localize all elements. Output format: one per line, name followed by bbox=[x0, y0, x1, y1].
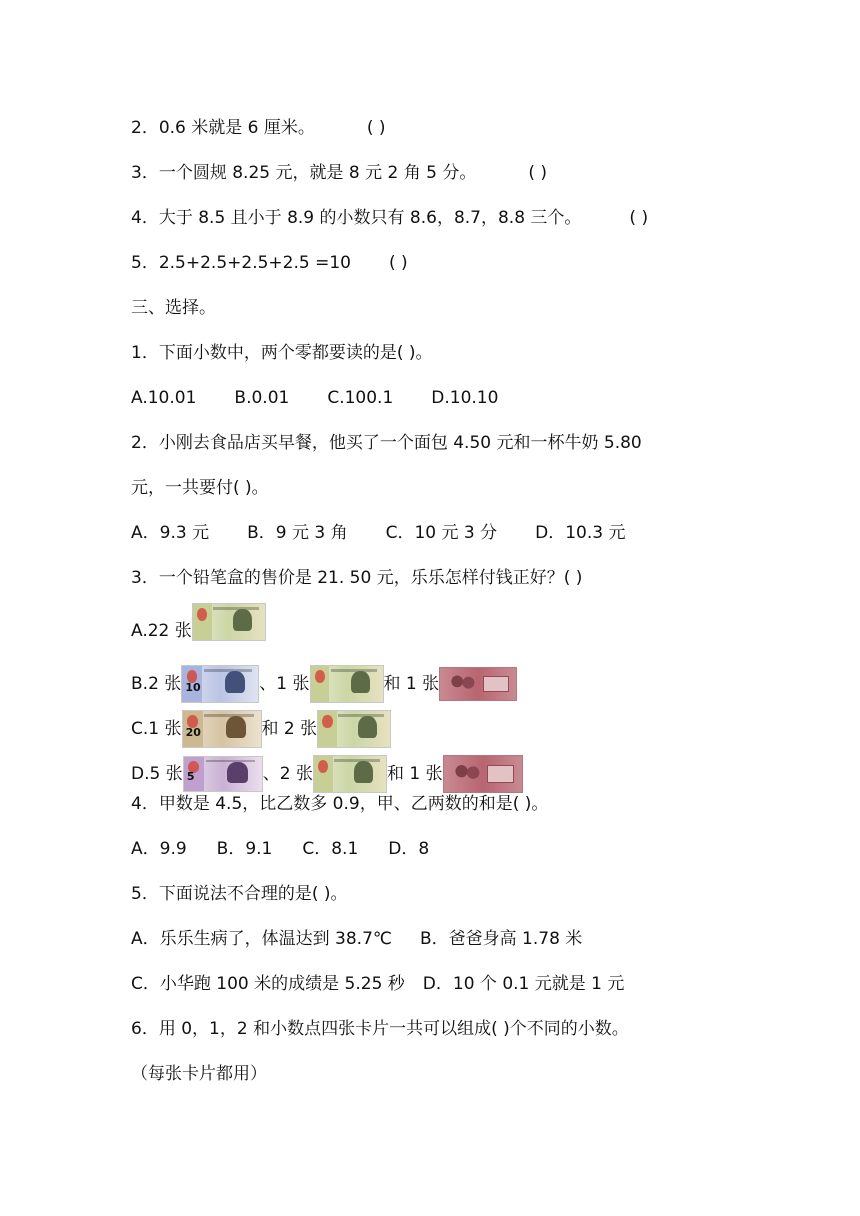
mc-question-6-note: （每张卡片都用） bbox=[131, 1064, 267, 1084]
option-a[interactable]: A．9.3 元 bbox=[131, 523, 210, 543]
mc-question-3-option-d[interactable] bbox=[131, 755, 523, 784]
mc-question-2-stem-line-2: 元，一共要付( )。 bbox=[131, 478, 269, 498]
option-c[interactable]: C．小华跑 100 米的成绩是 5.25 秒 bbox=[131, 974, 405, 994]
option-c[interactable]: C．10 元 3 分 bbox=[385, 523, 498, 543]
mc-question-2-options bbox=[131, 522, 625, 544]
option-c[interactable]: C.100.1 bbox=[327, 388, 394, 408]
mc-question-6-stem: 6．用 0，1，2 和小数点四张卡片一共可以组成( )个不同的小数。 bbox=[131, 1019, 629, 1039]
option-d[interactable]: D．8 bbox=[388, 839, 430, 859]
mc-question-3-option-c[interactable] bbox=[131, 710, 391, 740]
mc-question-3-stem: 3．一个铅笔盒的售价是 21. 50 元，乐乐怎样付钱正好？( ) bbox=[131, 568, 583, 588]
mc-question-3-option-a[interactable] bbox=[131, 620, 266, 642]
option-separator: 、1 张 bbox=[259, 674, 310, 694]
mc-question-1-stem: 1．下面小数中，两个零都要读的是( )。 bbox=[131, 343, 433, 363]
judge-item-5 bbox=[131, 252, 408, 274]
question-text: 2．0.6 米就是 6 厘米。 bbox=[131, 118, 315, 138]
note-denomination: 10 bbox=[185, 681, 201, 695]
option-separator: 和 2 张 bbox=[261, 719, 318, 739]
option-separator: 和 1 张 bbox=[383, 674, 440, 694]
answer-parentheses[interactable]: ( ) bbox=[528, 163, 548, 183]
ten-yuan-note-image bbox=[181, 665, 259, 703]
option-c[interactable]: C．8.1 bbox=[302, 839, 359, 859]
judge-item-2 bbox=[131, 117, 386, 139]
judge-item-3 bbox=[131, 162, 547, 184]
five-yuan-note-image bbox=[183, 756, 263, 792]
mc-question-1-options bbox=[131, 387, 498, 409]
option-lead: D.5 张 bbox=[131, 764, 183, 784]
option-b[interactable]: B．9.1 bbox=[216, 839, 273, 859]
option-d[interactable]: D．10 个 0.1 元就是 1 元 bbox=[422, 974, 625, 994]
twenty-yuan-note-image bbox=[182, 710, 262, 748]
question-text: 4．大于 8.5 且小于 8.9 的小数只有 8.6，8.7，8.8 三个。 bbox=[131, 208, 582, 228]
option-lead: C.1 张 bbox=[131, 719, 182, 739]
option-d[interactable]: D.10.10 bbox=[431, 388, 499, 408]
option-d[interactable]: D．10.3 元 bbox=[535, 523, 626, 543]
judge-item-4 bbox=[131, 207, 648, 229]
option-a[interactable]: A.10.01 bbox=[131, 388, 197, 408]
option-b[interactable]: B.0.01 bbox=[234, 388, 290, 408]
one-yuan-note-image bbox=[192, 603, 266, 641]
mc-question-4-stem: 4．甲数是 4.5，比乙数多 0.9，甲、乙两数的和是( )。 bbox=[131, 794, 549, 814]
option-a[interactable]: A．9.9 bbox=[131, 839, 187, 859]
question-text: 3．一个圆规 8.25 元，就是 8 元 2 角 5 分。 bbox=[131, 163, 477, 183]
mc-question-5-options-row-1 bbox=[131, 928, 582, 950]
mc-question-3-option-b[interactable] bbox=[131, 665, 517, 695]
note-denomination: 20 bbox=[185, 726, 201, 740]
one-yuan-note-image bbox=[310, 665, 384, 703]
answer-parentheses[interactable]: ( ) bbox=[388, 253, 408, 273]
option-a[interactable]: A．乐乐生病了，体温达到 38.7℃ bbox=[131, 929, 392, 949]
option-lead: B.2 张 bbox=[131, 674, 182, 694]
five-jiao-note-image bbox=[443, 755, 523, 793]
answer-parentheses[interactable]: ( ) bbox=[366, 118, 386, 138]
option-b[interactable]: B．9 元 3 角 bbox=[247, 523, 348, 543]
five-jiao-note-image bbox=[439, 667, 517, 701]
section-heading: 三、选择。 bbox=[131, 298, 216, 318]
mc-question-5-stem: 5．下面说法不合理的是( )。 bbox=[131, 884, 348, 904]
mc-question-5-options-row-2 bbox=[131, 973, 624, 995]
option-separator: 、2 张 bbox=[262, 764, 313, 784]
note-denomination: 5 bbox=[186, 770, 195, 784]
question-text: 5．2.5+2.5+2.5+2.5 =10 bbox=[131, 253, 351, 273]
option-separator: 和 1 张 bbox=[386, 764, 443, 784]
mc-question-4-options bbox=[131, 838, 429, 860]
mc-question-2-stem-line-1: 2．小刚去食品店买早餐，他买了一个面包 4.50 元和一杯牛奶 5.80 bbox=[131, 433, 642, 453]
one-yuan-note-image bbox=[313, 755, 387, 793]
one-yuan-note-image bbox=[317, 710, 391, 748]
option-lead: A.22 张 bbox=[131, 621, 192, 641]
option-b[interactable]: B．爸爸身高 1.78 米 bbox=[419, 929, 583, 949]
answer-parentheses[interactable]: ( ) bbox=[629, 208, 649, 228]
